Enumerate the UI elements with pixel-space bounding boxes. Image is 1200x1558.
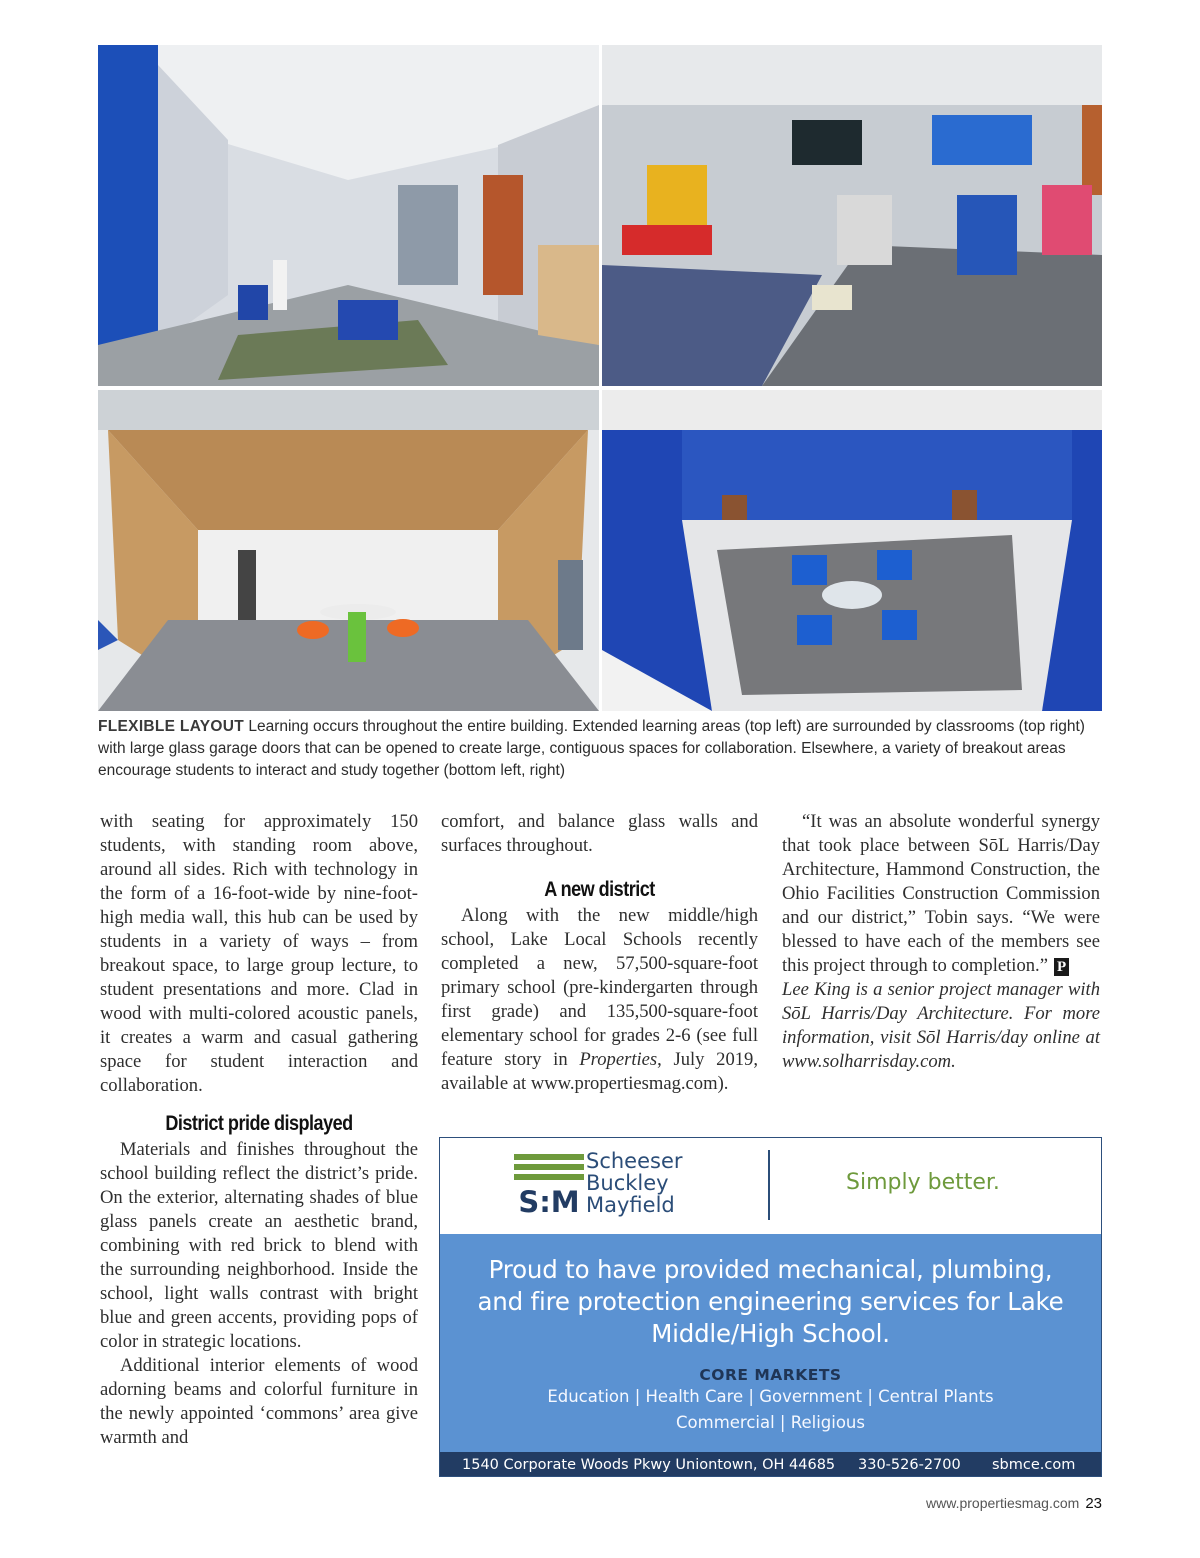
photo-overhead-study-area — [602, 390, 1102, 711]
footer-url: www.propertiesmag.com — [926, 1495, 1080, 1511]
ad-contact-bar — [440, 1452, 1101, 1477]
caption-lead: FLEXIBLE LAYOUT — [98, 718, 245, 735]
ad-tagline: Simply better. — [846, 1170, 1000, 1195]
author-byline: Lee King is a senior project manager with SōL Harris/Day Architecture. For more information, visit Sōl Harris/day online at www.solharrisday.com. — [782, 979, 1100, 1072]
end-mark-icon: P — [1054, 958, 1069, 976]
photo-breakout-area-commons — [98, 390, 599, 711]
ad-address: 1540 Corporate Woods Pkwy Uniontown, OH 44685 — [462, 1457, 836, 1473]
col2-paragraph-1: comfort, and balance glass walls and surfaces throughout. — [441, 811, 758, 856]
ad-headline: Proud to have provided mechanical, plumbing, and fire protection engineering services for Lake Middle/High School. — [477, 1255, 1064, 1348]
photo-extended-learning-area — [98, 45, 599, 386]
col2-p2-text-b: , July 2019, available at www.propertiesmag.com). — [441, 1049, 758, 1094]
ad-website: sbmce.com — [992, 1457, 1076, 1473]
col1-paragraph-2: Materials and finishes throughout the school building reflect the district’s pride. On the exterior, alternating shades of blue glass panels create an aesthetic brand, combining with red brick to blend with the surrounding neighborhood. Inside the school, light walls contrast with bright blue and green accents, providing pops of color in strategic locations. — [100, 1139, 418, 1352]
company-name-line-2: Buckley — [586, 1171, 669, 1195]
col3-quote: “It was an absolute wonderful synergy that took place between SōL Harris/Day Architecture, Hammond Construction, the Ohio Facilities Construction Commission and our district,” Tobin says. “We were blessed to have each of the members see this project through to completion.” — [782, 811, 1100, 976]
article-column-2 — [441, 810, 758, 1096]
sbm-logo-icon — [512, 1152, 586, 1218]
magazine-title: Properties — [579, 1049, 658, 1070]
heading-new-district: A new district — [544, 878, 655, 901]
photo-caption — [98, 716, 1102, 782]
core-markets-line-2: Commercial | Religious — [676, 1413, 865, 1432]
caption-text: Learning occurs throughout the entire building. Extended learning areas (top left) are surrounded by classrooms (top right) with large glass garage doors that can be opened to create large, contiguous spaces for collaboration. Elsewhere, a variety of breakout areas encourage students to interact and study together (bottom left, right) — [98, 718, 1085, 779]
article-column-3 — [782, 810, 1100, 1074]
col3-paragraph-1 — [782, 810, 1100, 978]
company-name-line-1: Scheeser — [586, 1149, 683, 1173]
company-name — [586, 1150, 683, 1216]
heading-district-pride: District pride displayed — [165, 1112, 353, 1135]
photo-classroom — [602, 45, 1102, 386]
sbm-logo-text: S:M — [518, 1185, 580, 1218]
col1-paragraph-1: with seating for approximately 150 students, with standing room above, around all sides. Rich with technology in the form of a 16-foot-wide by nine-foot-high media wall, this hub can be used by students in a variety of ways – from breakout space, to large group lecture, to student presentations and more. Clad in wood with multi-colored acoustic panels, it creates a warm and casual gathering space for student interaction and collaboration. — [100, 811, 418, 1096]
ad-header — [440, 1138, 1101, 1234]
col2-paragraph-2 — [441, 904, 758, 1096]
col1-paragraph-3: Additional interior elements of wood adorning beams and colorful furniture in the newly appointed ‘commons’ area give warmth and — [100, 1355, 418, 1448]
core-markets-heading: CORE MARKETS — [699, 1366, 842, 1384]
core-markets-line-1: Education | Health Care | Government | Central Plants — [547, 1387, 994, 1406]
advertisement-sbm — [439, 1137, 1102, 1477]
ad-phone: 330-526-2700 — [858, 1457, 961, 1473]
col2-p2-text-a: Along with the new middle/high school, Lake Local Schools recently completed a new, 57,500-square-foot primary school (pre-kindergarten through first grade) and 135,500-square-foot elementary school for grades 2-6 (see full feature story in — [441, 905, 758, 1070]
page-number: 23 — [1085, 1495, 1102, 1512]
article-column-1 — [100, 810, 418, 1450]
ad-body — [440, 1234, 1101, 1452]
company-name-line-3: Mayfield — [586, 1193, 675, 1217]
ad-divider — [768, 1150, 770, 1220]
page-footer — [926, 1495, 1102, 1512]
